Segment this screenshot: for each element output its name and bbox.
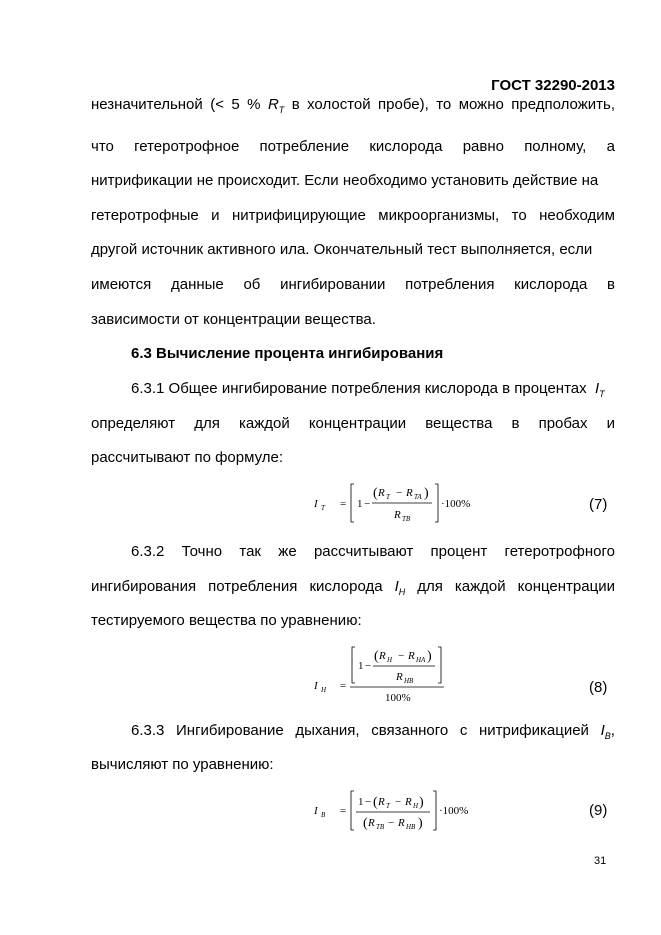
f8-num-a-sub: H	[387, 656, 393, 664]
f7-paren-close: )	[424, 486, 429, 501]
f9-one: 1	[358, 796, 364, 808]
word: потребление	[259, 138, 350, 155]
formula-7	[310, 480, 480, 526]
word: имеются	[91, 276, 152, 293]
f8-one: 1	[358, 660, 364, 672]
word: что	[91, 138, 114, 155]
p631-line2	[91, 415, 615, 433]
word: %	[247, 96, 261, 113]
word: в	[606, 276, 615, 293]
f9-den-paren-close: )	[418, 816, 423, 831]
f9-num-minus: −	[395, 796, 402, 808]
word: определяют	[91, 415, 176, 432]
word: гетеротрофного	[504, 543, 615, 560]
page-number: 31	[594, 855, 607, 867]
p632-line3: тестируемого вещества по уравнению:	[91, 612, 362, 629]
word: 6.3.3	[131, 722, 165, 739]
formula-8-number: (8)	[589, 679, 608, 696]
word: в	[511, 415, 520, 432]
f7-num-b: R	[406, 487, 413, 499]
word: кислорода	[309, 578, 383, 595]
word: полному,	[524, 138, 587, 155]
word: гетеротрофное	[134, 138, 240, 155]
f7-paren-open: (	[373, 486, 378, 501]
formula-7-number: (7)	[589, 496, 608, 513]
f7-eq: =	[340, 498, 347, 510]
f7-minus: −	[364, 498, 371, 510]
word: предположить,	[511, 96, 615, 113]
word: пробах	[538, 415, 588, 432]
word: гетеротрофные	[91, 207, 199, 224]
word: для	[417, 578, 443, 595]
f9-lhs: I	[314, 805, 318, 817]
f9-right-bracket	[433, 791, 436, 830]
text: 6.3.1 Общее ингибирование потребления кислорода в процентах	[131, 380, 587, 397]
word: микроорганизмы,	[378, 207, 500, 224]
f8-num-minus: −	[398, 650, 405, 662]
f8-bottom: 100%	[385, 692, 411, 704]
para1-line1	[91, 96, 615, 119]
f9-den-a: R	[368, 817, 375, 829]
word: и	[606, 415, 615, 432]
f8-paren-open: (	[374, 649, 379, 664]
word: связанного	[371, 722, 449, 739]
f8-minus: −	[365, 660, 372, 672]
f9-den-b: R	[398, 817, 405, 829]
doc-code-header: ГОСТ 32290-2013	[491, 77, 615, 94]
word: 6.3.2	[131, 543, 165, 560]
formula-8	[310, 645, 460, 707]
f9-times: ·100%	[439, 805, 469, 817]
f9-den-paren-open: (	[363, 816, 368, 831]
p633-line1	[131, 722, 615, 745]
word: рассчитывают	[313, 543, 414, 560]
f8-eq: =	[340, 680, 347, 692]
f8-den-sub: HB	[404, 677, 414, 685]
f7-num-b-sub: TA	[414, 493, 422, 501]
word: и	[211, 207, 220, 224]
word: то	[436, 96, 452, 113]
f8-num-b: R	[408, 650, 415, 662]
formula-9-number: (9)	[589, 802, 608, 819]
word: необходим	[539, 207, 615, 224]
f7-num-a-sub: T	[386, 493, 390, 501]
word: то	[511, 207, 527, 224]
p633-line2: вычисляют по уравнению:	[91, 756, 274, 773]
word: нитрификацией	[479, 722, 589, 739]
f8-lhs-sub: H	[321, 686, 327, 694]
word: же	[278, 543, 297, 560]
f7-left-bracket	[351, 484, 354, 522]
para1-line7: зависимости от концентрации вещества.	[91, 311, 376, 328]
f8-right-bracket	[438, 647, 441, 683]
word: Ингибирование	[176, 722, 284, 739]
word: с	[459, 722, 468, 739]
it-symbol: $I_T$	[594, 380, 605, 399]
f7-num-a: R	[378, 487, 385, 499]
f7-den-sub: TB	[402, 515, 411, 523]
word: (<	[210, 96, 224, 113]
word: можно	[458, 96, 504, 113]
f9-den-a-sub: TB	[376, 823, 385, 831]
word: данные	[170, 276, 224, 293]
word: ингибировании	[280, 276, 386, 293]
word: кислорода	[369, 138, 443, 155]
word: каждой	[454, 578, 506, 595]
f9-num-paren-open: (	[373, 795, 378, 810]
f8-left-bracket	[352, 647, 355, 683]
f8-num-b-sub: HA	[416, 656, 426, 664]
f9-den-b-sub: HB	[406, 823, 416, 831]
ih-symbol: $I_H$	[394, 578, 406, 597]
p632-line1	[131, 543, 615, 561]
para1-line4	[91, 207, 615, 225]
f9-minus: −	[365, 796, 372, 808]
formula-9	[310, 788, 480, 834]
word: ингибирования	[91, 578, 197, 595]
f7-lhs-sub: T	[321, 504, 325, 512]
f9-left-bracket	[351, 791, 354, 830]
para1-line6	[91, 276, 615, 294]
ib-symbol: $I_B$,	[600, 722, 615, 741]
rt-symbol: $R_T$	[267, 96, 285, 115]
f8-num-a: R	[379, 650, 386, 662]
f9-den-minus: −	[388, 817, 395, 829]
word: так	[239, 543, 261, 560]
f7-num-minus: −	[396, 487, 403, 499]
p631-line3: рассчитывают по формуле:	[91, 449, 284, 466]
f9-num-b: R	[405, 796, 412, 808]
word: потребления	[405, 276, 495, 293]
f9-num-paren-close: )	[419, 795, 424, 810]
f7-den: R	[394, 509, 401, 521]
word: кислорода	[514, 276, 588, 293]
f9-num-a: R	[378, 796, 385, 808]
f9-eq: =	[340, 805, 347, 817]
word: незначительной	[91, 96, 203, 113]
f9-num-a-sub: T	[386, 802, 390, 810]
f9-lhs-sub: B	[321, 811, 326, 819]
word: холостой	[307, 96, 371, 113]
f7-one: 1	[357, 498, 363, 510]
word: потребления	[208, 578, 298, 595]
word: а	[606, 138, 615, 155]
word: пробе),	[378, 96, 429, 113]
para1-line5: другой источник активного ила. Окончательный тест выполняется, если	[91, 241, 593, 258]
f7-lhs: I	[314, 498, 318, 510]
word: вещества	[425, 415, 493, 432]
f9-num-b-sub: H	[413, 802, 419, 810]
word: для	[194, 415, 220, 432]
word: 5	[231, 96, 240, 113]
f8-den: R	[396, 671, 403, 683]
word: концентрации	[517, 578, 615, 595]
word: концентрации	[308, 415, 407, 432]
word: в	[291, 96, 300, 113]
p632-line2	[91, 578, 615, 601]
para1-line3: нитрификации не происходит. Если необходимо установить действие на	[91, 172, 599, 189]
f8-paren-close: )	[427, 649, 432, 664]
word: дыхания,	[295, 722, 360, 739]
word: Точно	[181, 543, 223, 560]
p631-line1	[131, 380, 615, 403]
word: процент	[430, 543, 488, 560]
word: нитрифицирующие	[231, 207, 366, 224]
f8-lhs: I	[314, 680, 318, 692]
word: каждой	[238, 415, 290, 432]
word: равно	[462, 138, 504, 155]
f7-right-bracket	[435, 484, 438, 522]
section-heading: 6.3 Вычисление процента ингибирования	[131, 345, 444, 362]
f7-times: ·100%	[441, 498, 471, 510]
word: об	[243, 276, 261, 293]
para1-line2	[91, 138, 615, 156]
